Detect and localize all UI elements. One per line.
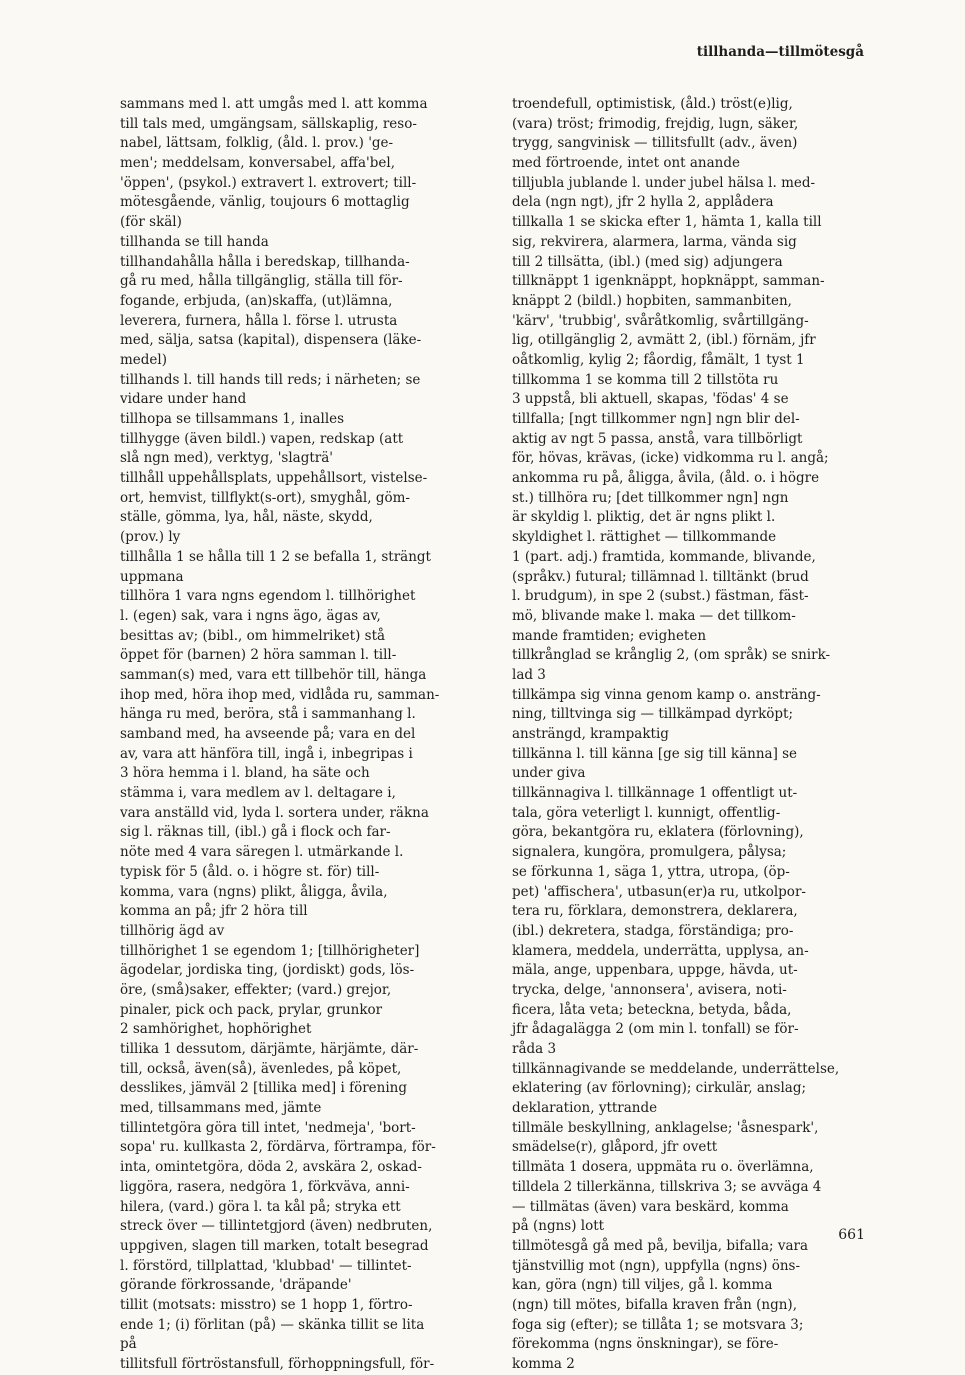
text-line: råda 3	[512, 1041, 557, 1057]
text-line: trycka, delge, 'annonsera', avisera, noti-	[512, 981, 787, 998]
text-line: jfr ådagalägga 2 (om min l. tonfall) se för-	[512, 1021, 799, 1038]
text-line: under giva	[512, 765, 586, 782]
text-line: l. förstörd, tillplattad, 'klubbad' — tillintet-	[120, 1257, 412, 1274]
text-line: desslikes, jämväl 2 [tillika med] i förening	[120, 1080, 408, 1097]
text-line: tillika 1 dessutom, därjämte, härjämte, där-	[120, 1041, 419, 1057]
text-line: 2 samhörighet, hophörighet	[120, 1021, 312, 1038]
text-line: sammans med l. att umgås med l. att komma	[120, 96, 428, 112]
text-line: eklatering (av förlovning); cirkulär, anslag;	[512, 1080, 807, 1097]
text-line: leverera, furnera, hålla l. förse l. utrusta	[120, 312, 398, 329]
text-line: lig, otillgänglig 2, avmätt 2, (ibl.) förnäm, jfr	[512, 332, 816, 349]
text-line: signalera, kungöra, promulgera, pålysa;	[512, 844, 787, 861]
text-line: tillhopa se tillsammans 1, inalles	[120, 411, 345, 427]
text-line: hänga ru med, beröra, stå i sammanhang l.	[120, 706, 416, 723]
text-line: 3 höra hemma i l. bland, ha säte och	[120, 765, 370, 782]
text-line: vara anställd vid, lyda l. sortera under, räkna	[120, 804, 429, 821]
text-line: hilera, (vard.) göra l. ta kål på; stryka ett	[120, 1198, 401, 1215]
text-line: men'; meddelsam, konversabel, affa'bel,	[120, 155, 395, 172]
text-line: ställe, gömma, lya, hål, näste, skydd,	[120, 509, 373, 526]
text-line: sig l. räknas till, (ibl.) gå i flock och far-	[120, 824, 391, 841]
text-line: lad 3	[512, 666, 546, 683]
text-line: (vara) tröst; frimodig, frejdig, lugn, säker,	[512, 115, 799, 132]
text-line: komma an på; jfr 2 höra till	[120, 903, 308, 920]
text-line: stämma i, vara medlem av l. deltagare i,	[120, 785, 396, 802]
text-line: inta, omintetgöra, döda 2, avskära 2, oskad-	[120, 1159, 422, 1176]
text-line: till tals med, umgängsam, sällskaplig, reso-	[120, 115, 417, 132]
text-line: pet) 'affischera', utbasun(er)a ru, utkolpor-	[512, 883, 806, 900]
text-line: tillintetgöra göra till intet, 'nedmeja', 'bort-	[120, 1119, 416, 1136]
text-line: på (ngns) lott	[512, 1218, 605, 1235]
text-line: med, tillsammans med, jämte	[120, 1100, 322, 1117]
text-line: vidare under hand	[120, 391, 247, 408]
text-line: streck över — tillintetgjord (även) nedbruten,	[120, 1218, 433, 1235]
text-line: l. (egen) sak, vara i ngns ägo, ägas av,	[120, 607, 381, 624]
text-line: mö, blivande make l. maka — det tillkom-	[512, 607, 796, 624]
text-line: (ibl.) dekretera, stadga, förständiga; pro-	[512, 922, 794, 939]
text-line: smädelse(r), glåpord, jfr ovett	[512, 1139, 718, 1156]
text-line: pinaler, pick och pack, prylar, grunkor	[120, 1001, 383, 1018]
text-line: aktig av ngt 5 passa, anstå, vara tillbörligt	[512, 430, 803, 447]
text-line: typisk för 5 (åld. o. i högre st. för) till-	[120, 863, 380, 880]
text-line: med förtroende, intet ont anande	[512, 155, 741, 172]
text-line: (prov.) ly	[120, 529, 181, 546]
text-line: sig, rekvirera, alarmera, larma, vända sig	[512, 233, 797, 250]
left-column	[120, 95, 476, 1375]
text-line: tillkalla 1 se skicka efter 1, hämta 1, kalla till	[512, 214, 822, 231]
text-line: tillhörighet 1 se egendom 1; [tillhörigheter]	[120, 942, 420, 959]
text-line: tillhöra 1 vara ngns egendom l. tillhörighet	[120, 588, 416, 605]
text-line: fogande, erbjuda, (an)skaffa, (ut)lämna,	[120, 292, 393, 309]
text-line: är skyldig l. pliktig, det är ngns plikt l.	[512, 509, 776, 526]
text-line: för, hövas, krävas, (icke) vidkomma ru l. angå;	[512, 450, 829, 467]
text-line: sopa' ru. kullkasta 2, fördärva, förtrampa, för-	[120, 1139, 436, 1156]
text-line: tillhygge (även bildl.) vapen, redskap (att	[120, 430, 404, 447]
text-line: med, sälja, satsa (kapital), dispensera (läke-	[120, 332, 422, 349]
text-line: oåtkomlig, kylig 2; fåordig, fåmält, 1 tyst 1	[512, 351, 805, 368]
text-line: tillmäle beskyllning, anklagelse; 'åsnespark',	[512, 1119, 819, 1136]
text-line: ning, tilltvinga sig — tillkämpad dyrköpt;	[512, 706, 794, 723]
text-line: ficera, låta veta; beteckna, betyda, båda,	[512, 1001, 792, 1018]
text-line: ankomma ru på, åligga, åvila, (åld. o. i högre	[512, 470, 820, 487]
text-line: förekomma (ngns önskningar), se före-	[512, 1336, 779, 1353]
text-line: mötesgående, vänlig, toujours 6 mottaglig	[120, 194, 410, 211]
text-line: göra, bekantgöra ru, eklatera (förlovning),	[512, 824, 804, 841]
text-line: tala, göra veterligt l. kunnigt, offentlig-	[512, 804, 781, 821]
text-line: (språkv.) futural; tillämnad l. tilltänkt (brud	[512, 568, 809, 585]
text-line: medel)	[120, 351, 168, 368]
text-line: tillkännagiva l. tillkännage 1 offentligt ut-	[512, 785, 798, 802]
text-line: tilljubla jublande l. under jubel hälsa l. med-	[512, 174, 816, 191]
text-line: görande förkrossande, 'dräpande'	[120, 1277, 352, 1294]
text-line: till, också, även(så), ävenledes, på köpet,	[120, 1060, 402, 1077]
text-line: tilldela 2 tillerkänna, tillskriva 3; se avväga 4	[512, 1178, 822, 1195]
text-line: tillkänna l. till känna [ge sig till känna] se	[512, 745, 798, 762]
text-line: tillmäta 1 dosera, uppmäta ru o. överlämna,	[512, 1159, 814, 1176]
text-line: till 2 tillsätta, (ibl.) (med sig) adjungera	[512, 253, 783, 270]
text-line: tjänstvillig mot (ngn), uppfylla (ngns) öns-	[512, 1257, 801, 1274]
text-line: slå ngn med), verktyg, 'slagträ'	[120, 450, 334, 467]
text-line: tillmötesgå gå med på, bevilja, bifalla; vara	[512, 1237, 809, 1254]
text-line: tillkämpa sig vinna genom kamp o. ansträng-	[512, 686, 821, 703]
text-line: ansträngd, krampaktig	[512, 726, 669, 742]
text-line: tillhålla 1 se hålla till 1 2 se befalla 1, strängt	[120, 548, 431, 565]
text-line: tillknäppt 1 igenknäppt, hopknäppt, samman-	[512, 273, 825, 290]
text-line: 'kärv', 'trubbig', svåråtkomlig, svårtillgäng-	[512, 312, 809, 329]
text-line: dela (ngn ngt), jfr 2 hylla 2, applådera	[512, 194, 774, 211]
text-line: tillkrånglad se krånglig 2, (om språk) se snirk-	[512, 647, 831, 664]
text-line: mäla, ange, uppenbara, uppge, hävda, ut-	[512, 962, 798, 979]
text-line: (för skäl)	[120, 214, 182, 231]
text-line: tillit (motsats: misstro) se 1 hopp 1, förtro-	[120, 1296, 413, 1313]
text-line: besittas av; (bibl., om himmelriket) stå	[120, 627, 386, 644]
text-line: — tillmätas (även) vara beskärd, komma	[512, 1198, 789, 1215]
text-line: liggöra, rasera, nedgöra 1, förkväva, anni-	[120, 1178, 410, 1195]
text-line: tillhörig ägd av	[120, 922, 225, 939]
text-line: tillkomma 1 se komma till 2 tillstöta ru	[512, 371, 779, 388]
text-line: tillhands l. till hands till reds; i närheten; se	[120, 371, 421, 388]
text-line: tillhandahålla hålla i beredskap, tillhanda-	[120, 253, 410, 270]
text-line: ihop med, höra ihop med, vidlåda ru, samman-	[120, 686, 440, 703]
text-line: st.) tillhöra ru; [det tillkommer ngn] ngn	[512, 489, 789, 506]
text-line: foga sig (efter); se tillåta 1; se motsvara 3;	[512, 1316, 804, 1333]
text-line: tera ru, förklara, demonstrera, deklarera,	[512, 903, 798, 920]
text-line: samman(s) med, vara ett tillbehör till, hänga	[120, 666, 427, 683]
text-line: gå ru med, hålla tillgänglig, ställa till för-	[120, 273, 403, 290]
text-line: uppgiven, slagen till marken, totalt besegrad	[120, 1237, 429, 1254]
text-line: tillhåll uppehållsplats, uppehållsort, vistelse-	[120, 470, 428, 487]
text-line: uppmana	[120, 568, 184, 585]
text-line: av, vara att hänföra till, ingå i, inbegripas i	[120, 745, 413, 762]
text-line: kan, göra (ngn) till viljes, gå l. komma	[512, 1277, 773, 1294]
text-line: deklaration, yttrande	[512, 1100, 658, 1117]
text-line: komma, vara (ngns) plikt, åligga, åvila,	[120, 883, 388, 900]
text-line: ägodelar, jordiska ting, (jordiskt) gods, lös-	[120, 962, 415, 979]
text-line: på	[120, 1336, 137, 1353]
text-line: nöte med 4 vara säregen l. utmärkande l.	[120, 844, 404, 861]
text-line: nabel, lättsam, folklig, (åld. l. prov.) 'ge-	[120, 135, 394, 152]
text-line: öre, (små)saker, effekter; (vard.) grejor,	[120, 981, 392, 998]
text-line: tillkännagivande se meddelande, underrättelse,	[512, 1060, 840, 1077]
text-line: 1 (part. adj.) framtida, kommande, blivande,	[512, 548, 816, 565]
text-line: l. brudgum), in spe 2 (subst.) fästman, fäst-	[512, 588, 809, 605]
text-line: ende 1; (i) förlitan (på) — skänka tillit se lita	[120, 1316, 425, 1333]
text-line: (ngn) till mötes, bifalla kraven från (ngn),	[512, 1296, 797, 1313]
text-line: mande framtiden; evigheten	[512, 627, 707, 644]
text-line: samband med, ha avseende på; vara en del	[120, 726, 416, 742]
running-head: tillhanda—tillmötesgå	[696, 44, 864, 60]
text-line: trygg, sangvinisk — tillitsfullt (adv., även)	[512, 135, 798, 152]
text-line: komma 2	[512, 1356, 575, 1372]
page-number: 661	[838, 1227, 865, 1243]
text-line: 3 uppstå, bli aktuell, skapas, 'födas' 4 se	[512, 391, 789, 408]
text-line: tillhanda se till handa	[120, 233, 269, 250]
text-line: knäppt 2 (bildl.) hopbiten, sammanbiten,	[512, 292, 792, 309]
text-line: tillitsfull förtröstansfull, förhoppningsfull, för-	[120, 1356, 435, 1372]
text-line: troendefull, optimistisk, (åld.) tröst(e)lig,	[512, 96, 793, 112]
text-line: se förkunna 1, säga 1, yttra, utropa, (öp-	[512, 863, 790, 880]
text-line: skyldighet l. rättighet — tillkommande	[512, 529, 777, 546]
right-column	[512, 95, 866, 1375]
text-line: 'öppen', (psykol.) extravert l. extrovert; till-	[120, 174, 417, 191]
text-line: klamera, meddela, underrätta, upplysa, an-	[512, 942, 809, 959]
text-line: ort, hemvist, tillflykt(s-ort), smyghål, göm-	[120, 489, 410, 506]
text-line: öppet för (barnen) 2 höra samman l. till-	[120, 647, 397, 664]
text-line: tillfalla; [ngt tillkommer ngn] ngn blir del-	[512, 411, 800, 427]
